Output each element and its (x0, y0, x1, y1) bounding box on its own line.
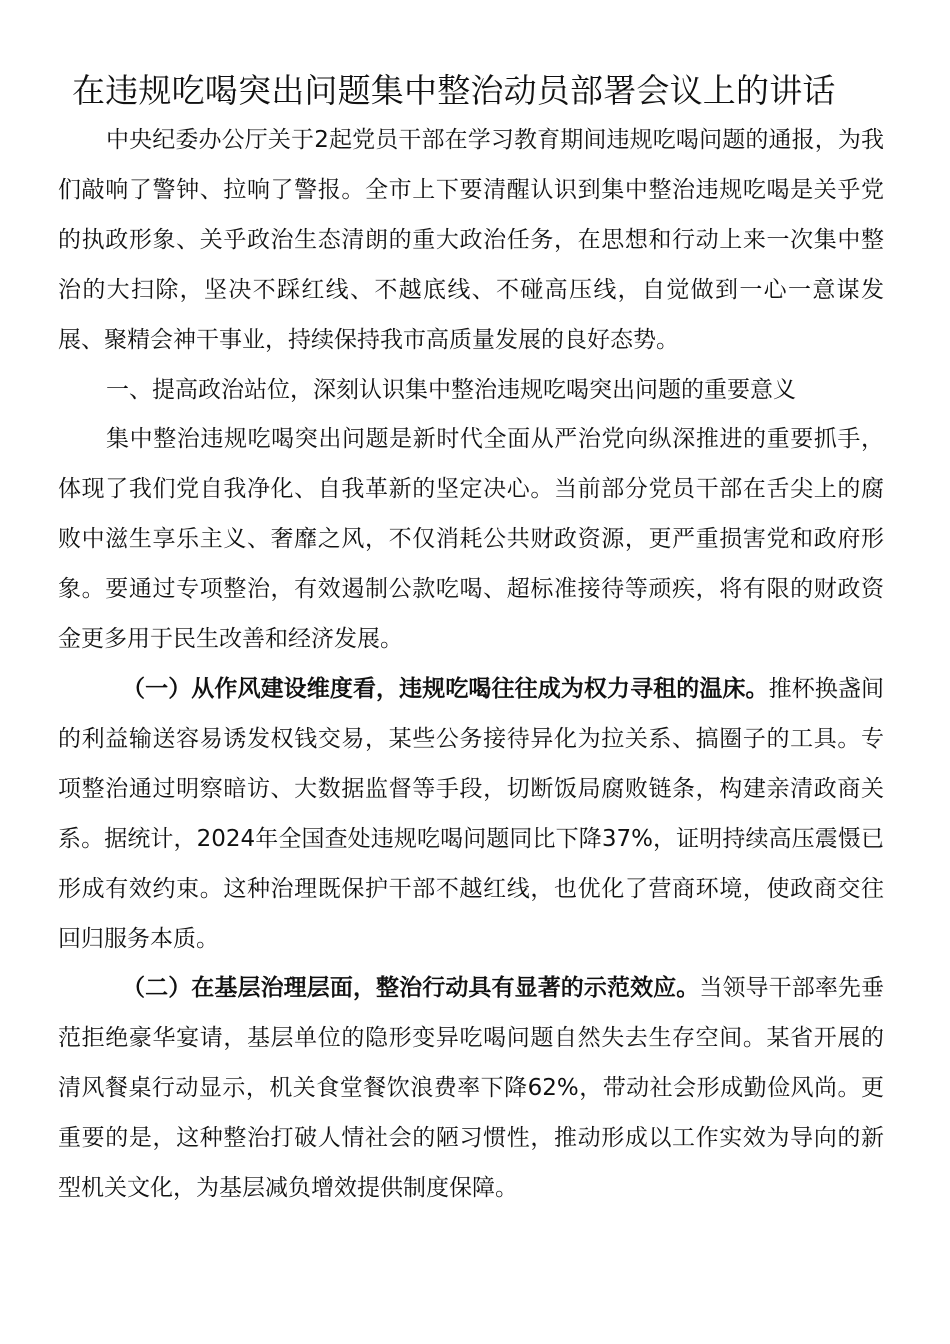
document-title: 在违规吃喝突出问题集中整治动员部署会议上的讲话 (72, 71, 836, 110)
point-1-body: 推杯换盏间的利益输送容易诱发权钱交易，某些公务接待异化为拉关系、搞圈子的工具。专项整治通过明察暗访、大数据监督等手段，切断饭局腐败链条，构建亲清政商关系。据统计，2024年全国查处违规吃喝问题同比下降37%，证明持续高压震慑已形成有效约束。这种治理既保护干部不越红线，也优化了营商环境，使政商交往回归服务本质。 (58, 675, 884, 952)
point-1-paragraph (58, 665, 884, 964)
section-1-paragraph: 集中整治违规吃喝突出问题是新时代全面从严治党向纵深推进的重要抓手，体现了我们党自我净化、自我革新的坚定决心。当前部分党员干部在舌尖上的腐败中滋生享乐主义、奢靡之风，不仅消耗公共财政资源，更严重损害党和政府形象。要通过专项整治，有效遏制公款吃喝、超标准接待等顽疾，将有限的财政资金更多用于民生改善和经济发展。 (58, 426, 884, 653)
section-1-heading: 一、提高政治站位，深刻认识集中整治违规吃喝突出问题的重要意义 (106, 376, 796, 403)
point-2-lead: （二）在基层治理层面，整治行动具有显著的示范效应。 (122, 975, 700, 1002)
intro-paragraph: 中央纪委办公厅关于2起党员干部在学习教育期间违规吃喝问题的通报，为我们敲响了警钟、拉响了警报。全市上下要清醒认识到集中整治违规吃喝是关乎党的执政形象、关乎政治生态清朗的重大政治任务，在思想和行动上来一次集中整治的大扫除，坚决不踩红线、不越底线、不碰高压线，自觉做到一心一意谋发展、聚精会神干事业，持续保持我市高质量发展的良好态势。 (58, 127, 884, 353)
point-2-paragraph (58, 964, 884, 1214)
point-2-body: 当领导干部率先垂范拒绝豪华宴请，基层单位的隐形变异吃喝问题自然失去生存空间。某省开展的清风餐桌行动显示，机关食堂餐饮浪费率下降62%，带动社会形成勤俭风尚。更重要的是，这种整治打破人情社会的陋习惯性，推动形成以工作实效为导向的新型机关文化，为基层减负增效提供制度保障。 (58, 975, 884, 1202)
point-1-lead: （一）从作风建设维度看，违规吃喝往往成为权力寻租的温床。 (122, 675, 769, 702)
